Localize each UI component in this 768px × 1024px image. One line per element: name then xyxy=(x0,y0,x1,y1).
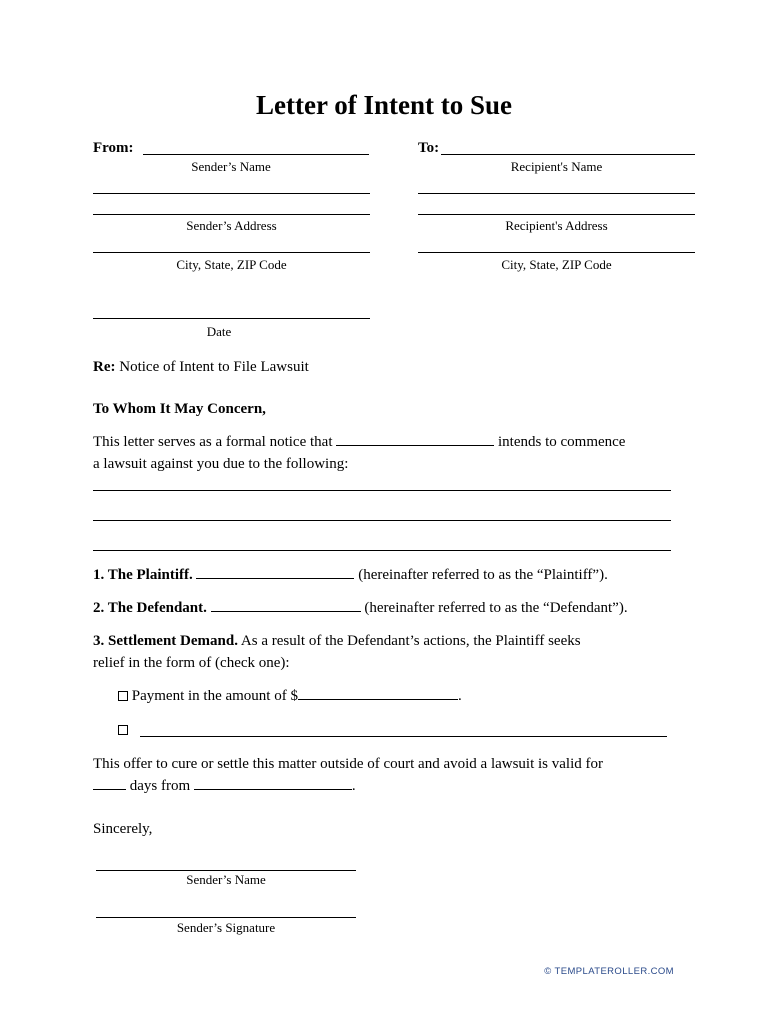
reason-line-3[interactable] xyxy=(93,550,671,551)
page-title: Letter of Intent to Sue xyxy=(256,90,512,120)
offer-line-2 xyxy=(93,775,356,797)
settlement-line-2: relief in the form of (check one): xyxy=(93,655,290,671)
to-label: To: xyxy=(418,140,440,156)
recipient-address-line-1[interactable] xyxy=(418,193,695,194)
offer-days-text: days from xyxy=(129,778,191,794)
re-text: Notice of Intent to File Lawsuit xyxy=(119,359,309,375)
plaintiff-name-blank[interactable] xyxy=(336,431,494,446)
payment-amount-blank[interactable] xyxy=(298,685,458,700)
days-blank[interactable] xyxy=(93,775,126,790)
sender-name-caption: Sender’s Name xyxy=(191,159,271,174)
signoff-name-caption: Sender’s Name xyxy=(186,872,266,887)
other-option xyxy=(118,719,128,741)
plaintiff-row xyxy=(93,564,608,586)
payment-option-text: Payment in the amount of $ xyxy=(131,688,298,704)
defendant-row xyxy=(93,597,628,619)
sender-name-field[interactable] xyxy=(143,154,369,155)
recipient-city-field[interactable] xyxy=(418,252,695,253)
recipient-name-field[interactable] xyxy=(441,154,695,155)
intro-line-2: a lawsuit against you due to the following: xyxy=(93,456,349,472)
other-checkbox[interactable] xyxy=(118,725,128,735)
offer-period: . xyxy=(351,778,356,794)
payment-checkbox[interactable] xyxy=(118,691,128,701)
recipient-address-line-2[interactable] xyxy=(418,214,695,215)
reason-line-2[interactable] xyxy=(93,520,671,521)
re-line xyxy=(93,356,309,378)
intro-text-1: This letter serves as a formal notice that xyxy=(93,434,333,450)
date-caption: Date xyxy=(206,324,232,339)
settlement-label: 3. Settlement Demand. xyxy=(93,633,238,649)
plaintiff-blank[interactable] xyxy=(196,564,354,579)
closing: Sincerely, xyxy=(93,821,153,837)
plaintiff-label: 1. The Plaintiff. xyxy=(93,567,193,583)
settlement-line-1 xyxy=(93,630,673,652)
recipient-city-caption: City, State, ZIP Code xyxy=(501,257,612,272)
footer-brand[interactable]: © TEMPLATEROLLER.COM xyxy=(544,966,674,977)
sender-address-line-1[interactable] xyxy=(93,193,370,194)
date-field[interactable] xyxy=(93,318,370,319)
recipient-name-caption: Recipient's Name xyxy=(510,159,603,174)
payment-option xyxy=(118,685,462,707)
signature-caption: Sender’s Signature xyxy=(176,920,276,935)
recipient-address-caption: Recipient's Address xyxy=(505,218,608,233)
payment-option-period: . xyxy=(457,688,462,704)
sender-address-caption: Sender’s Address xyxy=(186,218,277,233)
offer-date-blank[interactable] xyxy=(194,775,352,790)
defendant-blank[interactable] xyxy=(211,597,361,612)
re-label: Re: xyxy=(93,359,116,375)
from-label: From: xyxy=(93,140,134,156)
sender-city-field[interactable] xyxy=(93,252,370,253)
intro-text-2: intends to commence xyxy=(498,434,626,450)
sender-address-line-2[interactable] xyxy=(93,214,370,215)
plaintiff-text: (hereinafter referred to as the “Plaintiff”). xyxy=(358,567,608,583)
defendant-label: 2. The Defendant. xyxy=(93,600,207,616)
signoff-name-field[interactable] xyxy=(96,870,356,871)
offer-line-1: This offer to cure or settle this matter outside of court and avoid a lawsuit is valid for xyxy=(93,756,604,772)
defendant-text: (hereinafter referred to as the “Defendant”). xyxy=(364,600,628,616)
signature-field[interactable] xyxy=(96,917,356,918)
sender-city-caption: City, State, ZIP Code xyxy=(176,257,287,272)
settlement-text: As a result of the Defendant’s actions, the Plaintiff seeks xyxy=(240,633,581,649)
intro-paragraph xyxy=(93,431,693,453)
salutation: To Whom It May Concern, xyxy=(93,401,266,417)
reason-line-1[interactable] xyxy=(93,490,671,491)
other-option-blank[interactable] xyxy=(140,736,667,737)
